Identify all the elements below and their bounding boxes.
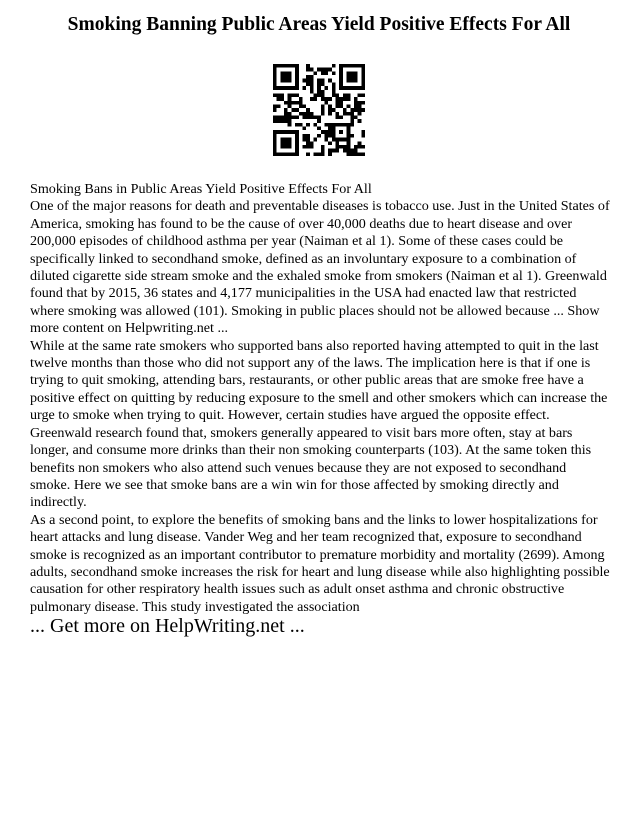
page-title: Smoking Banning Public Areas Yield Positive Effects For All	[67, 14, 571, 35]
paragraph: As a second point, to explore the benefits of smoking bans and the links to lower hospitalizations for heart attacks and lung disease. Vander Weg and her team recognized that, exposure to secondhand smoke is recognized as an important contributor to premature morbidity and mortality (2699). Among adults, secondhand smoke increases the risk for heart and lung disease while also highlighting possible causation for other respiratory health issues such as adult onset asthma and chronic obstructive pulmonary disease. This study investigated the association	[30, 511, 610, 615]
paragraph: While at the same rate smokers who supported bans also reported having attempted to quit in the last twelve months than those who did not support any of the laws. The implication here is that if one is trying to quit smoking, attending bars, restaurants, or other public areas that are smoke free have a positive effect on quitting by reducing exposure to the smell and other smokers which can increase the urge to smoke when trying to quit. However, certain studies have argued the opposite effect. Greenwald research found that, smokers generally appeared to visit bars more often, stay at bars longer, and consume more drinks than their non smoking counterparts (103). At the same token this benefits non smokers who also attend such venues because they are not exposed to secondhand smoke. Here we see that smoke bans are a win win for those affected by smoking directly and indirectly.	[30, 337, 608, 511]
paragraph: One of the major reasons for death and preventable diseases is tobacco use. Just in the United States of America, smoking has found to be the cause of over 40,000 deaths due to heart disease and over 200,000 episodes of childhood asthma per year (Naiman et al 1). Some of these cases could be specifically linked to secondhand smoke, defined as an involuntary exposure to a combination of diluted cigarette side stream smoke and the exhaled smoke from smokers (Naiman et al 1). Greenwald found that by 2015, 36 states and 4,177 municipalities in the USA had enacted law that restricted where smoking was allowed (101). Smoking in public places should not be allowed because ... Show more content on Helpwriting.net ...	[30, 198, 610, 337]
document-heading: Smoking Bans in Public Areas Yield Positive Effects For All	[30, 181, 372, 197]
get-more-link[interactable]: ... Get more on HelpWriting.net ...	[30, 615, 305, 637]
qr-code-icon	[273, 64, 365, 156]
document-body	[30, 181, 610, 616]
